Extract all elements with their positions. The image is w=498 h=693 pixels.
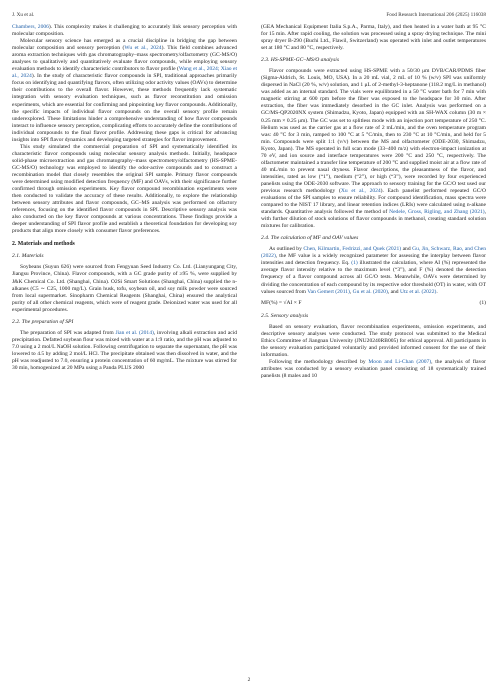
citation-link[interactable]: Chambers, 2006 — [12, 24, 49, 30]
hs-spme-paragraph: Flavor compounds were extracted using HS-SPME with a 50/30 μm DVB/CAR/PDMS fiber (Sigma-Aldrich, St. Louis, MO, USA). In a 20 mL vial, 2 mL of 10 % (w/v) SPI was uniformly dispersed in NaCl (20 %, w/v) solution, and 1 μL of 2-methyl-3-heptanone (118.2 mg/L in methanol) was added as an internal standard. The vials were equilibrated in a 50 °C water bath for 7 min with magnetic stirring at 600 rpm before the fiber was exposed to the headspace for 30 min. After extraction, the fiber was immediately desorbed in the GC inlet. Analysis was performed on a GC/MS-QP2020NX system (Shimadzu, Kyoto, Japan) equipped with an SH-WAX column (30 m × 0.25 mm × 0.25 μm). The GC was set to splitless mode with an injection port temperature of 250 °C. Helium was used as the carrier gas at a flow rate of 2 mL/min, and the oven temperature program was: 40 °C for 3 min, ramped to 100 °C at 5 °C/min, then to 230 °C at 10 °C/min, and held for 5 min. Compounds were split 1:1 (v/v) between the MS and olfactometer (ODE-2030, Shimadzu, Kyoto, Japan). The MS operated in full scan mode (33–400 m/z) with electron-impact ionization at 70 eV, and ion source and interface temperatures were 200 °C and 250 °C, respectively. The olfactometer maintained a transfer line temperature of 200 °C and supplied moist air at a flow rate of 40 mL/min to prevent nasal dryness. Flavor descriptions, the pleasantness of the flavor, and intensities, rated as low (“1”), medium (“2”), or high (“3”), were recorded by four experienced panelists using the ODE-2030 software. The approach to sensory training for the GC/O test used our previous research methodology (Xu et al., 2024). Each panelist performed repeated GC/O evaluations of the SPI samples to ensure reliability. For compound identification, mass spectra were compared to the NIST 17 library, and linear retention indices (LRIs) were calculated using n-alkane standards. Quantitative analysis followed the method of Nedele, Gross, Rigling, and Zhang (2021), with further dilution of stock solutions of flavor compounds in methanol, creating standard solution mixtures for calibration. — [261, 68, 486, 230]
left-column — [12, 24, 237, 372]
citation-link[interactable]: Wang et al., 2024; Xiao et al., 2024 — [12, 66, 237, 80]
running-head — [12, 10, 486, 20]
running-head-journal: Food Research International 206 (2025) 116038 — [386, 12, 486, 18]
intro-paragraph-1: Chambers, 2006). This complexity makes it challenging to accurately link sensory perception with molecular composition. — [12, 24, 238, 38]
materials-paragraph: Soybeans (Suyun 626) were sourced from Fengyuan Seed Industry Co. Ltd. (Lianyungang City, Jiangsu Province, China). Flavor compounds, with a GC grade purity of ≥95 %, were supplied by J&K Chemical Co. Ltd. (Shanghai, China). O2Si Smart Solutions (Shanghai, China) supplied the n-alkanes (C5 ∼ C25, 1000 mg/L). Grain husk, tofu, soybean oil, and soy milk powder were sourced from local supermarket. Sinopharm Chemical Reagents (Shanghai, China) ensured the analytical purity of all other chemical reagents, which were of reagent grade. Deionized water was used for all experimental procedures. — [12, 264, 237, 313]
citation-link[interactable]: Gu et al. (2020) — [352, 288, 388, 295]
equation-number: (1) — [479, 299, 486, 306]
right-column — [261, 24, 486, 380]
citation-link[interactable]: Gu, Jin, Schwarz, Rao, and Chen (2022) — [261, 246, 486, 260]
citation-link[interactable]: Nedele, Gross, Rigling, and Zhang (2021) — [389, 209, 485, 216]
citation-link[interactable]: Van Gemert (2011) — [307, 288, 350, 295]
equation-reference-link[interactable]: (1) — [351, 260, 358, 267]
equation-text: MF(%) = √AI × F — [261, 299, 302, 306]
section-heading-materials-methods: 2. Materials and methods — [12, 241, 75, 248]
citation-link[interactable]: Wu et al., 2024 — [124, 45, 162, 52]
subsection-heading-mf-oav: 2.4. The calculation of MF and OAV values — [261, 235, 359, 242]
intro-paragraph-2: Molecular sensory science has emerged as a crucial discipline in bridging the gap between molecular composition and sensory perception (Wu et al., 2024). This field combines advanced aroma extraction techniques with gas chromatography–mass spectrometry/olfactometry (GC-MS/O) analyses to qualitatively and quantitatively evaluate flavor compounds, while employing sensory evaluation methods to identify characteristic contributors to flavor profile (Wang et al., 2024; Xiao et al., 2024). In the study of characteristic flavor compounds in SPI, traditional approaches primarily focus on identifying and quantifying flavors, often utilizing odor activity values (OAVs) to determine their contributions to the overall flavor. However, these methods frequently lack systematic integration with sensory evaluation techniques, such as flavor reconstitution and omission experiments, which are essential for confirming and pinpointing key flavor compounds. Additionally, the specific impacts of individual flavor compounds on the overall sensory profile remain underexplored. These limitations hinder a comprehensive understanding of how flavor compounds interact to influence sensory perception, complicating efforts to accurately define the contributions of individual compounds to the final flavor profile. Addressing these gaps is critical for advancing insights into SPI flavor dynamics and developing targeted strategies for flavor improvement. — [12, 38, 237, 143]
citation-link[interactable]: Moon and Li-Chan (2007) — [368, 358, 432, 365]
running-head-authors: J. Xu et al. — [12, 12, 35, 18]
intro-paragraph-3: This study simulated the commercial preparation of SPI and systematically identified its characteristic flavor compounds using molecular sensory analysis methods. Initially, headspace solid-phase microextraction and gas chromatography–mass spectrometry/olfactometry (HS-SPME-GC-MS/O) technology was employed to identify the odor-active compounds and to construct a recombination model that closely resembles the original SPI sample. Primary flavor compounds were determined using modified detection frequency (MF) and OAVs, with their significance further confirmed through omission experiments. Key flavor compound recombination experiments were then conducted to validate the accuracy of these results. Additionally, to explore the relationship between sensory attributes and flavor compounds, GC–MS analysis was performed on olfactory references, focusing on the identified flavor compounds in SPI. Descriptive sensory analysis was also conducted on the key flavor compounds at various concentrations. These findings provide a deeper understanding of SPI flavor profile and establish a theoretical foundation for developing soy products that align more closely with consumer flavor preferences. — [12, 143, 237, 235]
preparation-paragraph: The preparation of SPI was adapted from Jian et al. (2014), involving alkali extraction and acid precipitation. Defatted soybean flour was mixed with water at a 1:9 ratio, and the pH was adjusted to 7.0 using a 2 mol/L NaOH solution. Following centrifugation to separate the supernatant, the pH was lowered to 4.5 by adding 2 mol/L HCl. The precipitate obtained was then dissolved in water, and the pH was readjusted to 7.0, ensuring a protein concentration of 60 mg/mL. The mixture was stirred for 30 min, homogenized at 20 MPa using a Panda PLUS 2000 — [12, 329, 237, 371]
page-number: 2 — [247, 677, 251, 683]
mf-oav-paragraph: As outlined by Chen, Kilmartin, Fedrizzi, and Quek (2021) and Gu, Jin, Schwarz, Rao, and Chen (2022), the MF value is a widely recognized parameter for assessing the interplay between flavor intensities and detection frequency. Eq. (1) illustrated the calculation, where AI (%) represented the average flavor intensity relative to the maximum level (“3”), and F (%) denoted the detection frequency of a flavor compound across all GC/O tests. Meanwhile, OAVs were determined by dividing the concentration of each compound by its respective odor threshold (OT) in water, with OT values sourced from Van Gemert (2011), Gu et al. (2020), and Utz et al. (2022). — [261, 246, 487, 295]
citation-link[interactable]: Utz et al. (2022) — [399, 288, 437, 295]
subsection-heading-sensory: 2.5. Sensory analysis — [261, 312, 309, 319]
preparation-continued-paragraph: (GEA Mechanical Equipment Italia S.p.A., Parma, Italy), and then heated in a water bath at 95 °C for 15 min. After rapid cooling, the solution was processed using a spray drying technique. The mini spray dryer B-290 (Buchi Ltd., Flawil, Switzerland) was operated with inlet and outlet temperatures set at 180 °C and 80 °C, respectively. — [261, 24, 486, 52]
subsection-heading-hs-spme: 2.3. HS-SPME-GC–MS/O analysis — [261, 57, 339, 64]
sensory-paragraph-2: Following the methodology described by Moon and Li-Chan (2007), the analysis of flavor attributes was conducted by a sensory evaluation panel consisting of 18 systematically trained panelists (8 males and 10 — [261, 358, 487, 379]
sensory-paragraph-1: Based on sensory evaluation, flavor recombination experiments, omission experiments, and descriptive sensory analyses were conducted. The study protocol was submitted to the Medical Ethics Committee of Jiangnan University (JNU20240RB005) for ethical approval. All participants in the sensory evaluation participated voluntarily and provided informed consent for the use of their information. — [261, 323, 486, 358]
citation-link[interactable]: Xu et al., 2024 — [340, 187, 381, 194]
citation-link[interactable]: Jian et al. (2014) — [115, 329, 154, 336]
citation-link[interactable]: Chen, Kilmartin, Fedrizzi, and Quek (2021) — [303, 246, 402, 253]
subsection-heading-materials: 2.1. Materials — [12, 253, 44, 260]
equation-1 — [261, 299, 486, 308]
subsection-heading-spi-preparation: 2.2. The preparation of SPI — [12, 318, 74, 325]
